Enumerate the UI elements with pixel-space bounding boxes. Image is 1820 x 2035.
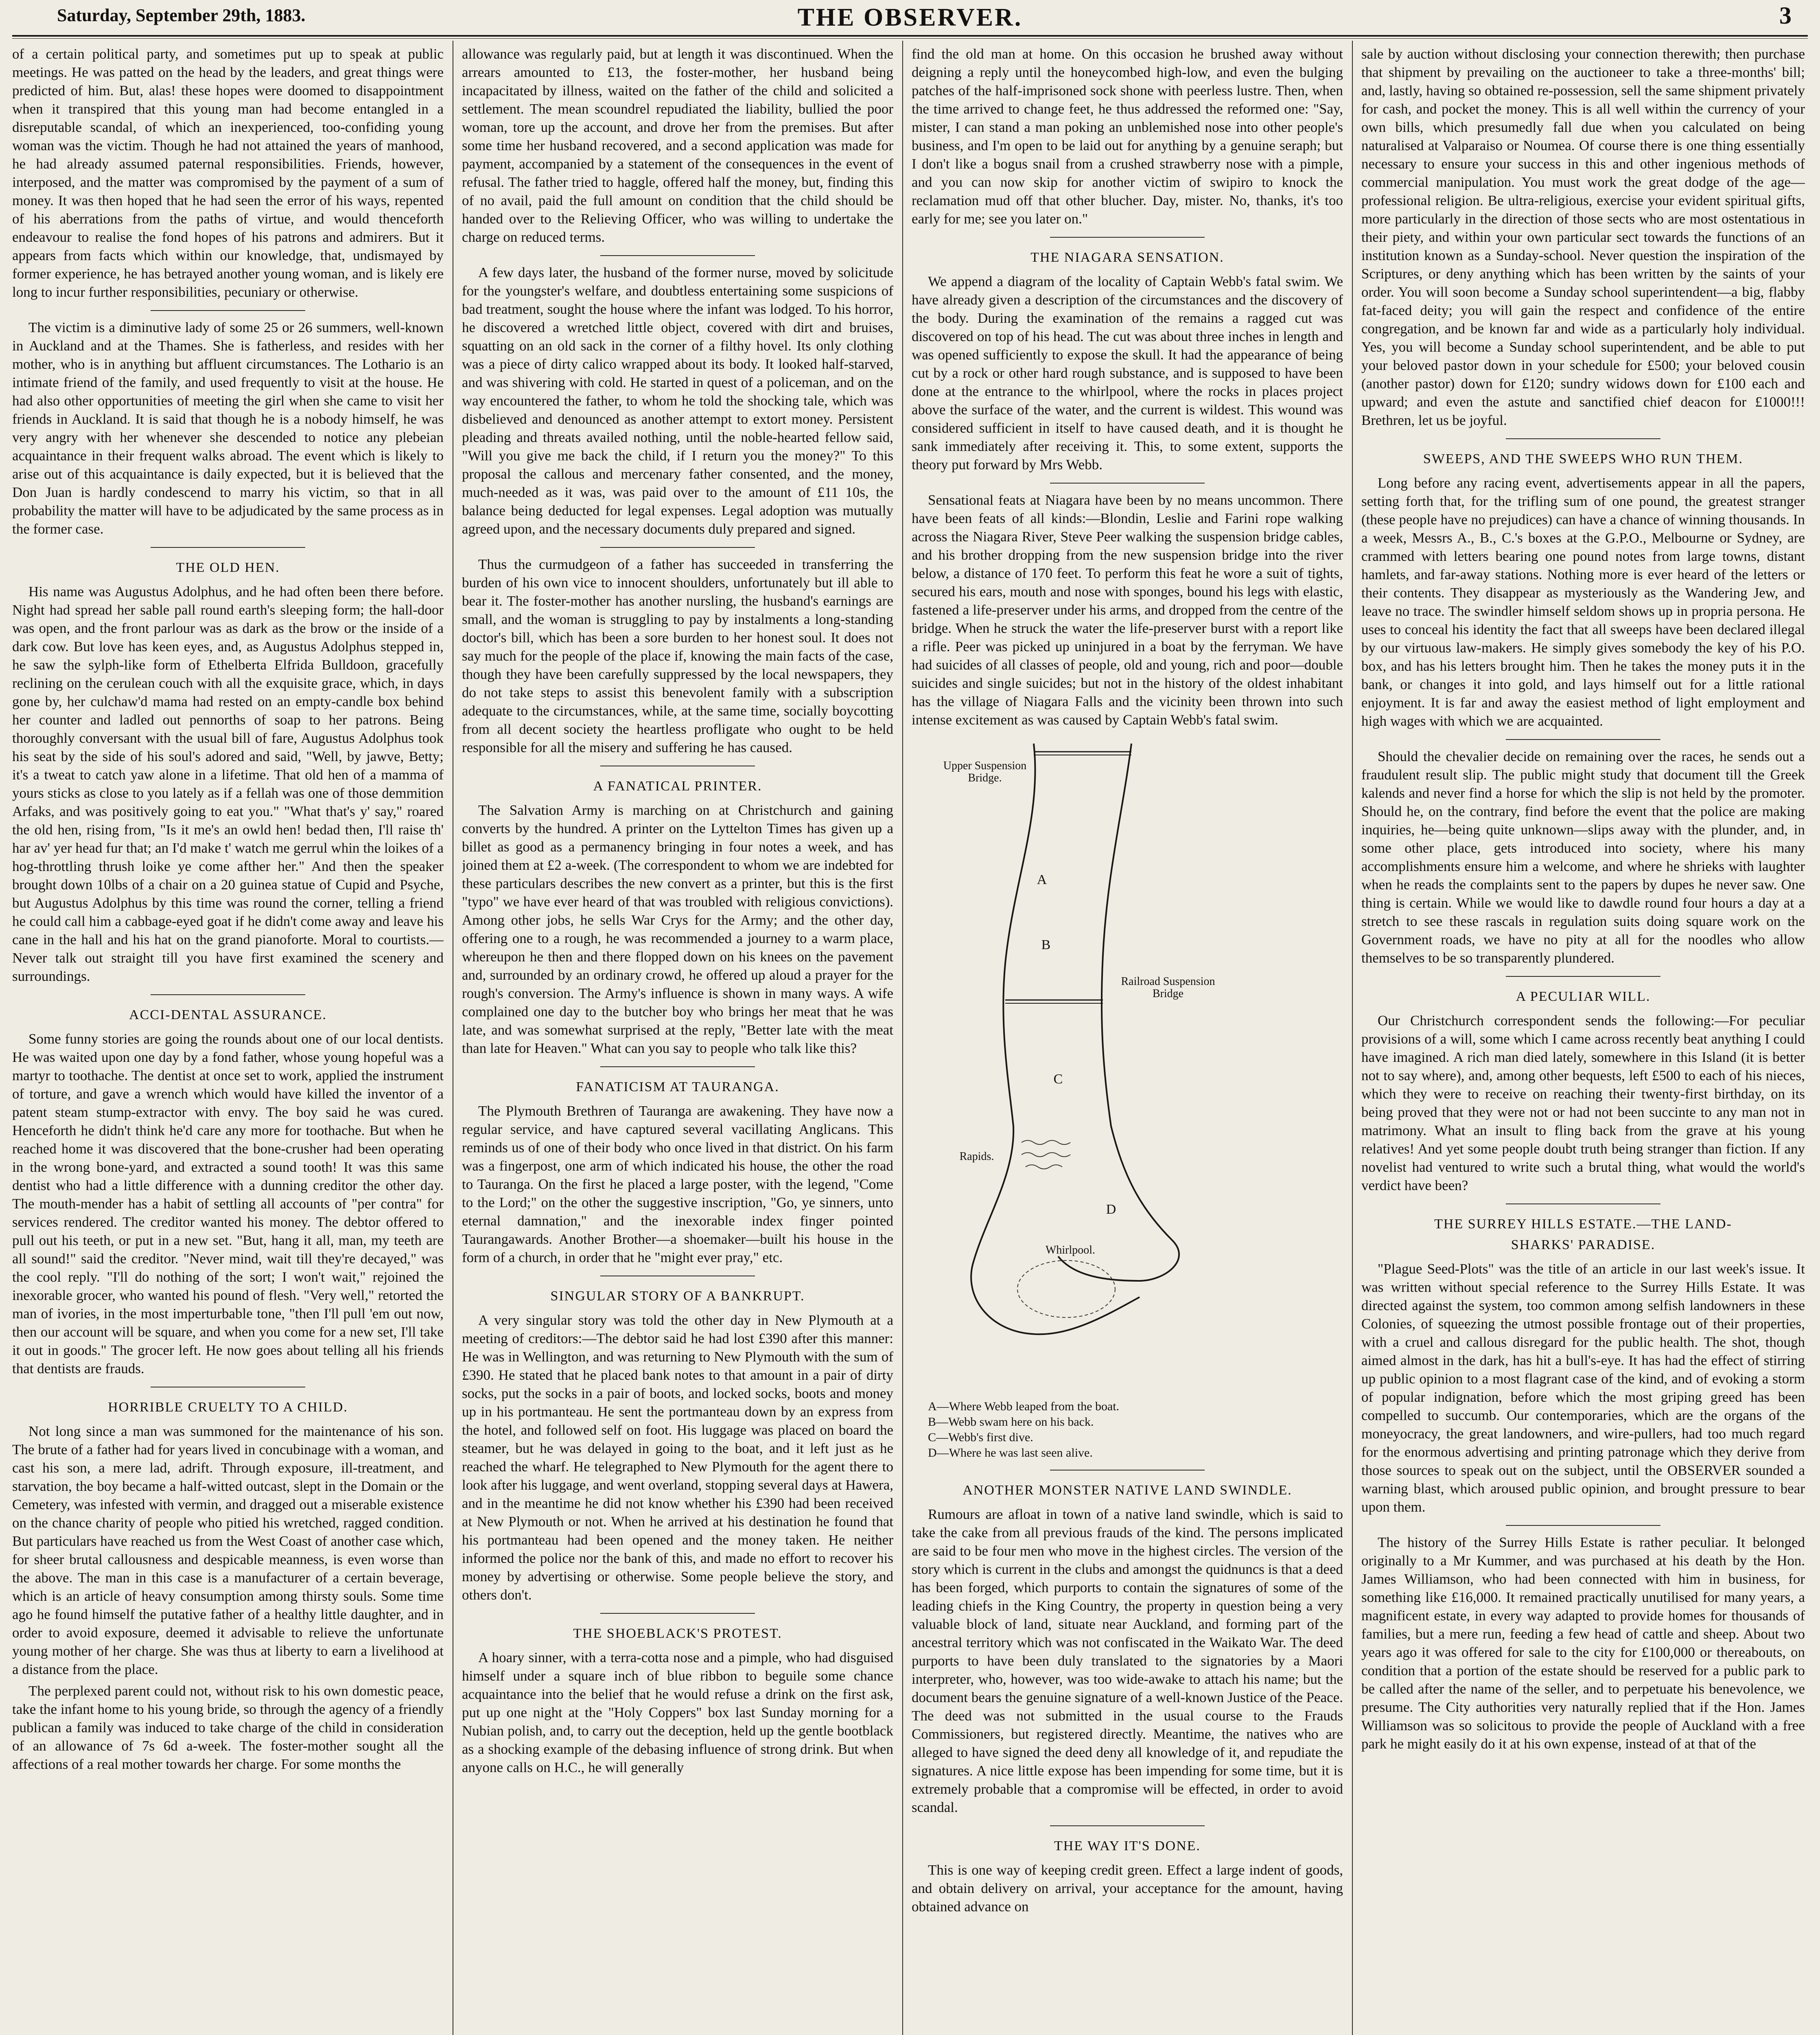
legend-item: D—Where he was last seen alive. xyxy=(928,1446,1093,1460)
article-text: Sensational feats at Niagara have been by no means uncommon. There have been feats of all kinds:—Blondin, Leslie and Farini rope walking across the Niagara River, Steve Peer walking the suspension bridge cables, and his brother dropping from the new suspension bridge into the river below, a distance of 170 feet. To perform this feat he wore a suit of tights, secured his ears, mouth and nose with sponges, bound his legs with elastic, fastened a life-preserver under his arms, and dropped from the centre of the bridge. When he struck the water the life-preserver burst with a report like a rifle. Peer was picked up uninjured in a boat by the ferryman. We have had suicides of all classes of people, old and young, rich and poor—double suicides and single suicides; but not in the history of the oldest inhabitant has the village of Niagara Falls and the vicinity been thrown into such intense excitement as was caused by Captain Webb's fatal swim. xyxy=(912,492,1343,728)
article-text: Our Christchurch correspondent sends the following:—For peculiar provisions of a will, some which I came across recently beat anything I could have imagined. A rich man died lately, somewhere in this Island (it is better not to say where), and, among other bequests, left £500 to each of his nieces, which they were to receive on reaching their twenty-first birthday, on its being proved that they were not or had not been succinte to any man not in matrimony. What an insult to fling back from the grave at his young relatives! And yet some people doubt truth being stranger than fiction. If any novelist had ventured to write such a brutal thing, what would the world's verdict have been? xyxy=(1361,1013,1805,1193)
article-text: A hoary sinner, with a terra-cotta nose and a pimple, who had disguised himself under a square inch of blue ribbon to beguile some chance acquaintance into the belief that he would refuse a drink on the first ask, put up one night at the "Holy Coppers" box last Sunday morning for a Nubian polish, and, to carry out the deception, held up the gentle bootblack as a shocking example of the debasing influence of strong drink. But when anyone calls on H.C., he will generally xyxy=(462,1650,893,1775)
headline-native-land-swindle: ANOTHER MONSTER NATIVE LAND SWINDLE. xyxy=(962,1483,1292,1498)
article-text: allowance was regularly paid, but at length it was discontinued. When the arrears amounted to £13, the foster-mother, her husband being incapacitated by illness, waited on the father of the child and solicited a settlement. The mean scoundrel repudiated the liability, bullied the poor woman, tore up the account, and drove her from the premises. But after some time her husband recovered, and a second application was made for payment, accompanied by a statement of the consequences in the event of refusal. The father tried to haggle, offered half the money, but, finding this of no avail, paid the full amount on condition that the child should be handed over to the Relieving Officer, who was willing to undertake the charge on reduced terms. xyxy=(462,46,893,245)
article-text: The Plymouth Brethren of Tauranga are awakening. They have now a regular service, and have captured several vacillating Anglicans. This reminds us of one of their body who once lived in that district. On his farm was a fingerpost, one arm of which indicated his house, the other the road to Tauranga. On the first he placed a large poster, with the legend, "Come to the Lord;" on the other the suggestive inscription, "Go, ye sinners, unto eternal damnation," and the inexorable index finger pointed Taurangawards. Another Brother—a shoemaker—built his house in the form of a church, in order that he "might ever pray," etc. xyxy=(462,1103,893,1265)
point-c: C xyxy=(1053,1072,1063,1087)
article-text: The victim is a diminutive lady of some 25 or 26 summers, well-known in Auckland and at the Thames. She is fatherless, and resides with her mother, who is in anything but affluent circumstances. The Lothario is an intimate friend of the family, and used frequently to visit at the house. He had also other opportunities of meeting the girl when she came to visit her friends in Auckland. It is said that though he is a nobody himself, he was very angry with her whenever she descended to notice any plebeian acquaintance in their frequent walks abroad. The event which is likely to arise out of this acquaintance is daily expected, but it is believed that the Don Juan is hardly condescend to marry his victim, so that in all probability the matter will have to be adjudicated by the same process as in the former case. xyxy=(12,319,444,537)
whirlpool-icon xyxy=(1017,1260,1115,1317)
column-2 xyxy=(462,45,893,2035)
article-text: Should the chevalier decide on remaining over the races, he sends out a fraudulent result slip. The public might study that document till the Greek kalends and never find a horse for which the slip is not held by the promoter. Should he, on the contrary, find before the event that the police are making inquiries, he—being quite unknown—slips away with the plunder, and, in some other place, gets introduced into society, where his many accomplishments ensure him a welcome, and where he shrieks with laughter when he reads the complaints sent to the papers by dupes he never saw. One thing is certain. While we would like to dawdle round four hours a day at a stretch to see these rascals in regulation suits doing square work on the Government roads, we have no pity at all for the noodles who allow themselves to be so transparently plundered. xyxy=(1361,748,1805,966)
headline-surrey-hills-line2: SHARKS' PARADISE. xyxy=(1511,1237,1656,1252)
page-number: 3 xyxy=(1779,2,1792,29)
label-upper-bridge: Upper Suspension Bridge. xyxy=(943,759,1027,784)
article-text: The history of the Surrey Hills Estate is rather peculiar. It belonged originally to a Mr Kummer, and was purchased at his death by the Hon. James Williamson, who had been connected with him in business, for something like £16,000. It remained practically unutilised for many years, a magnificent estate, in every way adapted to provide homes for thousands of families, but a mere run, feeding a few head of cattle and sheep. About two years ago it was offered for sale to the city for £100,000 or thereabouts, on condition that a portion of the estate should be reserved for a public park to be called after the name of the seller, and to perpetuate his benevolence, we presume. The City authorities very naturally replied that if the Hon. James Williamson was so solicitous to provide the people of Auckland with a free park he might easily do it at his own expense, instead of at that of the xyxy=(1361,1534,1805,1752)
article-text: find the old man at home. On this occasion he brushed away without deigning a reply until the honeycombed high-low, and even the bulging patches of the half-imprisoned sock shone with peerless lustre. Then, when the time arrived to change feet, he thus addressed the reformed one: "Say, mister, I can stand a man poking an unblemished nose into other people's business, and I'm open to be laid out for anything by a genuine seraph; but I don't like a bogus snail from a crushed strawberry nose with a pimple, and you can now skip for another victim of swipiro to knock the reclamation mud off that other blucher. Day, mister. No, thanks, it's too early for me; see you later on." xyxy=(912,46,1343,227)
headline-shoeblacks-protest: THE SHOEBLACK'S PROTEST. xyxy=(573,1626,782,1641)
headline-accidental-assurance: ACCI-DENTAL ASSURANCE. xyxy=(129,1007,327,1022)
headline-niagara-sensation: THE NIAGARA SENSATION. xyxy=(1030,250,1224,265)
separator xyxy=(1050,1825,1205,1826)
separator xyxy=(151,547,305,548)
masthead-rule xyxy=(12,35,1808,37)
point-a: A xyxy=(1037,872,1047,887)
separator xyxy=(1506,1525,1660,1526)
column-divider xyxy=(902,41,903,2035)
separator xyxy=(600,547,755,548)
label-railroad-bridge: Railroad Suspension Bridge xyxy=(1121,975,1215,1000)
column-1 xyxy=(12,45,444,2035)
column-4 xyxy=(1361,45,1805,2035)
diagram-legend xyxy=(928,1399,1343,1461)
legend-item: B—Webb swam here on his back. xyxy=(928,1415,1094,1429)
article-text: Some funny stories are going the rounds about one of our local dentists. He was waited upon one day by a fond father, whose young hopeful was a martyr to toothache. The dentist at once set to work, applied the instrument of torture, and gave a wrench which would have killed the inventor of a patent steam stump-extractor with envy. The boy said he was cured. Henceforth he didn't think he'd care any more for toothache. But when he reached home it was discovered that the bone-crusher had been operating in the wrong bone-yard, and extracted a sound tooth! It was this same dentist who had a little difference with a dunning creditor the other day. The mouth-mender has a habit of settling all accounts of "per contra" for services rendered. The creditor wanted his money. The debtor offered to pull out his teeth, or put in a new set. "But, hang it all, man, my teeth are all sound!" said the creditor. "Never mind, wait till they're decayed," was the cool reply. "I'll do nothing of the sort; I won't wait," rejoined the inexorable grocer, who wanted his pound of flesh. "Very well," retorted the man of ivories, in the most imperturbable tone, "then I'll pull 'em out now, then our account will be square, and when you come for a new set, I'll take it out in goods." The grocer left. He now goes about telling all his friends that dentists are frauds. xyxy=(12,1031,444,1376)
label-rapids: Rapids. xyxy=(959,1150,994,1163)
label-whirlpool: Whirlpool. xyxy=(1045,1244,1096,1256)
separator xyxy=(1050,483,1205,484)
separator xyxy=(1506,438,1660,439)
article-text: sale by auction without disclosing your connection therewith; then purchase that shipment by prevailing on the auctioneer to take a three-months' bill; and, lastly, having so obtained re-possession, sell the same shipment privately for cash, and pocket the money. This is all well within the currency of your own bills, which presumedly fall due when you calculated on being naturalised at Valparaiso or Noumea. Of course there is one thing essentially necessary to ensure your success in this and other ingenious methods of commercial manipulation. You must work the great dodge of the age—professional religion. Be ultra-religious, exercise your evident spiritual gifts, more particularly in the direction of those sects who are most ostentatious in their piety, and within your own particular sect towards the functions of an institution known as a Sunday-school. Never question the inspiration of the Scriptures, or deny anything which has been written by the saints of your order. You will soon become a Sunday school superintendent—a big, flabby fat-faced deity; you will gain the respect and confidence of the entire congregation, and be known far and wide as a particularly holy individual. Yes, you will become a Sunday school superintendent, and be able to put your beloved pastor down in your schedule for £500; your beloved cousin (another pastor) down for £120; sundry widows down for £100 each and upward; and even the astute and sanctified chief deacon for £1000!!! Brethren, let us be joyful. xyxy=(1361,46,1805,428)
article-text: We append a diagram of the locality of Captain Webb's fatal swim. We have already given a description of the circumstances and the discovery of the body. During the examination of the remains a ragged cut was discovered on top of his head. The cut was about three inches in length and was opened sufficiently to expose the skull. It had the appearance of being cut by a rock or other hard rough substance, and is supposed to have been done at the entrance to the whirlpool, where the rocks in places project above the surface of the water, and the current is wildest. This wound was considered sufficient in itself to have caused death, and it is thought he sank immediately after receiving it. This, to some extent, supports the theory put forward by Mrs Webb. xyxy=(912,274,1343,473)
headline-old-hen: THE OLD HEN. xyxy=(176,560,280,575)
article-text: of a certain political party, and sometimes put up to speak at public meetings. He was patted on the head by the leaders, and great things were predicted of him. But, alas! these hopes were doomed to disappointment when it transpired that this young man had become entangled in a disreputable scandal, of which an inexperienced, too-confiding young woman was the victim. Though he had not attained the years of manhood, he had already assumed paternal responsibilities. Friends, however, interposed, and the matter was compromised by the payment of a sum of money. It was then hoped that he had seen the error of his ways, repented of his aberrations from the paths of virtue, and would thenceforth endeavour to realise the fond hopes of his patrons and admirers. But it appears from facts which within our knowledge, that, undismayed by former experience, he has betrayed another young woman, and is likely ere long to incur further responsibilities, pecuniary or otherwise. xyxy=(12,46,444,300)
article-text: His name was Augustus Adolphus, and he had often been there before. Night had spread her sable pall round earth's sleeping form; the hall-door was open, and the front parlour was as dark as the brow or the inside of a dark cow. But love has keen eyes, and, as Augustus Adolphus stepped in, he saw the sylph-like form of Ethelberta Elfrida Bulldoon, gracefully reclining on the cerulean couch with all the exquisite grace, which, in days gone by, her culchaw'd mama had rested on an empty-candle box behind her counter and ladled out pennorths of soap to her patrons. Being thoroughly conversant with the usual bill of fare, Augustus Adolphus took his seat by the side of his soul's adored and said, "Well, by jawve, Betty; it's a tweat to catch yaw alone in a lifetime. That old hen of a mamma of yours sticks as close to you lately as if a fellah was one of those demmition Arfaks, and was positively going to eat you." "What that's y' say," roared the old hen, rising from, "Is it me's an owld hen! bedad then, I'll raise th' har av' yer head fur that; an I'd make t' watch me gerrul whin the loikes of a hog-throttling thrush loike ye come afther her." And then the speaker brought down 10lbs of a chair on a 20 guinea statue of Cupid and Psyche, but Augustus Adolphus by this time was round the corner, telling a friend he could call him a cabbage-eyed goat if he didn't come away and leave his cane in the hall and his hat on the grand pianoforte. Moral to courtists.—Never talk out straight till you have first examined the scenery and surroundings. xyxy=(12,584,444,984)
column-3 xyxy=(912,45,1343,2035)
separator xyxy=(600,255,755,256)
article-text: Long before any racing event, advertisements appear in all the papers, setting forth that, for the trifling sum of one pound, the greatest stranger (these people have no prejudices) can have a chance of winning thousands. In a week, Messrs A., B., C.'s boxes at the G.P.O., Melbourne or Sydney, are crammed with letters bearing one pound notes from large towns, distant hamlets, and far-away stations. Nothing more is ever heard of the letters or their contents. They disappear as mysteriously as the Wandering Jew, and leave no trace. The swindler himself seldom shows up in propria persona. He uses to conceal his identity the fact that all sweeps have been declared illegal by our virtuous law-makers. He simply gives somebody the key of his P.O. box, and has his letters brought him. Then he takes the money puts it in the bank, or changes it into gold, and lays himself out for a little rational enjoyment. It is far and away the easiest method of light employment and high wages with which we are acquainted. xyxy=(1361,475,1805,729)
separator xyxy=(1050,237,1205,238)
article-text: Thus the curmudgeon of a father has succeeded in transferring the burden of his own vice to innocent shoulders, unfortunately but ill able to bear it. The foster-mother has another nursling, the husband's earnings are small, and the woman is struggling to pay by instalments a long-standing doctor's bill, which has been a sore burden to her honest soul. It does not say much for the people of the place if, knowing the main facts of the case, though they have been carefully suppressed by the local newspapers, they do not take steps to assist this benevolent family with a subscription adequate to the circumstances, while, at the same time, socially boycotting from all decent society the heartless profligate who ought to be held responsible for all the misery and suffering he has caused. xyxy=(462,556,893,755)
separator xyxy=(600,1613,755,1614)
legend-item: A—Where Webb leaped from the boat. xyxy=(928,1400,1120,1413)
separator xyxy=(151,994,305,995)
river-right-bank xyxy=(1058,744,1179,1281)
niagara-diagram xyxy=(912,735,1343,1395)
article-text: This is one way of keeping credit green. Effect a large indent of goods, and obtain delivery on arrival, your acceptance for the amount, having obtained advance on xyxy=(912,1862,1343,1915)
article-text: The perplexed parent could not, without risk to his own domestic peace, take the infant home to his young bride, so through the agency of a friendly publican a family was induced to take charge of the child in consideration of an allowance of 7s 6d a-week. The foster-mother sought all the affections of a real mother towards her charge. For some months the xyxy=(12,1683,444,1772)
headline-singular-story: SINGULAR STORY OF A BANKRUPT. xyxy=(550,1289,805,1304)
separator xyxy=(1506,976,1660,977)
article-text: A very singular story was told the other day in New Plymouth at a meeting of creditors:—The debtor said he had lost £390 after this manner: He was in Wellington, and was returning to New Plymouth with the sum of £390. He stated that he placed bank notes to that amount in a pair of dirty socks, put the socks in a pair of boots, and locked socks, boots and money up in his portmanteau. He sent the portmanteau down by an express from the hotel, and followed self on foot. His luggage was placed on board the steamer, but he was delayed in going to the boat, and it left just as he reached the wharf. He telegraphed to New Plymouth for the agent there to look after his luggage, and went overland, stopping several days at Hawera, and in the meantime he did not know whether his £390 had been received at New Plymouth or not. When he arrived at his destination he found that his portmanteau had been opened and the money taken. He neither informed the police nor the bank of this, and made no effort to recover his money by advertising or otherwise. Some people believe the story, and others don't. xyxy=(462,1312,893,1603)
point-b: B xyxy=(1041,937,1051,952)
point-d: D xyxy=(1106,1202,1116,1217)
issue-date: Saturday, September 29th, 1883. xyxy=(57,5,306,25)
article-text: "Plague Seed-Plots" was the title of an article in our last week's issue. It was written without special reference to the Surrey Hills Estate. It was directed against the system, too common among selfish landowners in these Colonies, of squeezing the utmost possible frontage out of their properties, with a cruel and callous disregard for the public health. The shot, though aimed almost in the dark, has hit a bull's-eye. It has had the effect of stirring up public opinion to a most flagrant case of the kind, and of evoking a storm of popular indignation, before which the most griping greed has been compelled to succumb. Our contemporaries, which are the organs of the moneyocracy, the great landowners, and wire-pullers, had too much regard for the enormous advertising and printing patronage which they derive from those sources to speak out on the subject, until the OBSERVER sounded a warning blast, which aroused public opinion, and brought pressure to bear upon them. xyxy=(1361,1261,1805,1515)
column-divider xyxy=(1352,41,1353,2035)
legend-item: C—Webb's first dive. xyxy=(928,1431,1033,1444)
headline-surrey-hills: THE SURREY HILLS ESTATE.—THE LAND- xyxy=(1434,1217,1732,1232)
article-text: The Salvation Army is marching on at Christchurch and gaining converts by the hundred. A printer on the Lyttelton Times has given up a billet as good as a permanency bringing in four notes a week, and has joined them at £2 a-week. (The correspondent to whom we are indebted for these particulars describes the new convert as a printer, but this is the first "typo" we have ever heard of that was troubled with religious convictions). Among other jobs, he sells War Crys for the Army; and the other day, offering one to a rough, he was recommended a journey to a warm place, whereupon he then and there flopped down on his knees on the pavement and, surrounded by an ordinary crowd, he offered up aloud a prayer for the rough's conversion. The Army's influence is shown in many ways. A wife complained one day to the butcher boy who brings her meat that he was late, and was somewhat surprised at the reply, "Better late with the meat than late for Heaven." What can you say to people who talk like this? xyxy=(462,802,893,1056)
headline-sweeps: SWEEPS, AND THE SWEEPS WHO RUN THEM. xyxy=(1423,451,1743,466)
separator xyxy=(1506,739,1660,740)
separator xyxy=(1506,1203,1660,1204)
newspaper-name: THE OBSERVER. xyxy=(797,4,1023,31)
article-text: A few days later, the husband of the former nurse, moved by solicitude for the youngster's welfare, and doubtless entertaining some suspicions of bad treatment, sought the house where the infant was lodged. To his horror, he discovered a wretched little object, covered with dirt and bruises, squatting on an old sack in the corner of a filthy hovel. Its only clothing was a piece of dirty calico wrapped about its body. It looked half-starved, and was shivering with cold. He started in quest of a policeman, and on the way encountered the father, to whom he told the shocking tale, which was disbelieved and denounced as another attempt to extort money. Persistent pleading and threats availed nothing, until the noble-hearted fellow said, "Will you give me back the child, if I return you the money?" To this proposal the callous and mercenary father consented, and the money, much-needed as it was, was paid over to the amount of £11 10s, the balance being deducted for legal expenses. Legal adoption was mutually agreed upon, and the necessary documents duly prepared and signed. xyxy=(462,265,893,537)
rapids-waves-icon xyxy=(1022,1140,1070,1169)
headline-fanatical-printer: A FANATICAL PRINTER. xyxy=(593,779,762,794)
separator xyxy=(600,1066,755,1067)
headline-peculiar-will: A PECULIAR WILL. xyxy=(1516,989,1651,1004)
masthead-rule-thin xyxy=(12,38,1808,39)
article-text: Rumours are afloat in town of a native land swindle, which is said to take the cake from all previous frauds of the kind. The persons implicated are said to be four men who move in the highest circles. The version of the story which is current in the clubs and amongst the quidnuncs is that a deed has been forged, which purports to contain the signatures of some of the leading chiefs in the King Country, the property in question being a very valuable block of land, situate near Auckland, and forming part of the ancestral territory which was not confiscated in the Waikato War. The deed purports to have been duly translated to the signatories by a Maori interpreter, who, however, was too wide-awake to attach his name; but the document bears the genuine signature of a well-known Justice of the Peace. The deed was not submitted in the usual course to the Frauds Commissioners, but registered directly. Meantime, the natives who are alleged to have signed the deed deny all knowledge of it, and repudiate the signatures. A nice little expose has been impending for some time, but it is extremely probable that a compromise will be effected, in order to avoid scandal. xyxy=(912,1506,1343,1815)
headline-the-way-its-done: THE WAY IT'S DONE. xyxy=(1054,1838,1201,1853)
river-map xyxy=(912,735,1343,1395)
masthead xyxy=(12,0,1808,37)
separator xyxy=(151,310,305,311)
article-text: Not long since a man was summoned for the maintenance of his son. The brute of a father had for years lived in concubinage with a woman, and cast his son, a mere lad, adrift. Through exposure, ill-treatment, and starvation, the boy became a half-witted outcast, slept in the Domain or the Cemetery, was infested with vermin, and dragged out a miserable existence on the chance charity of people who pitied his wretched, ragged condition. But particulars have reached us from the West Coast of another case which, for sheer brutal callousness and despicable meanness, is even worse than the above. The man in this case is a manufacturer of a certain beverage, which is an article of heavy consumption among thirsty souls. Some time ago he found himself the putative father of a healthy little daughter, and in order to avoid exposure, deemed it advisable to relieve the unfortunate young mother of her charge. She was thus at liberty to earn a livelihood at a distance from the place. xyxy=(12,1423,444,1677)
headline-fanaticism-tauranga: FANATICISM AT TAURANGA. xyxy=(576,1079,779,1094)
headline-horrible-cruelty: HORRIBLE CRUELTY TO A CHILD. xyxy=(108,1400,348,1415)
